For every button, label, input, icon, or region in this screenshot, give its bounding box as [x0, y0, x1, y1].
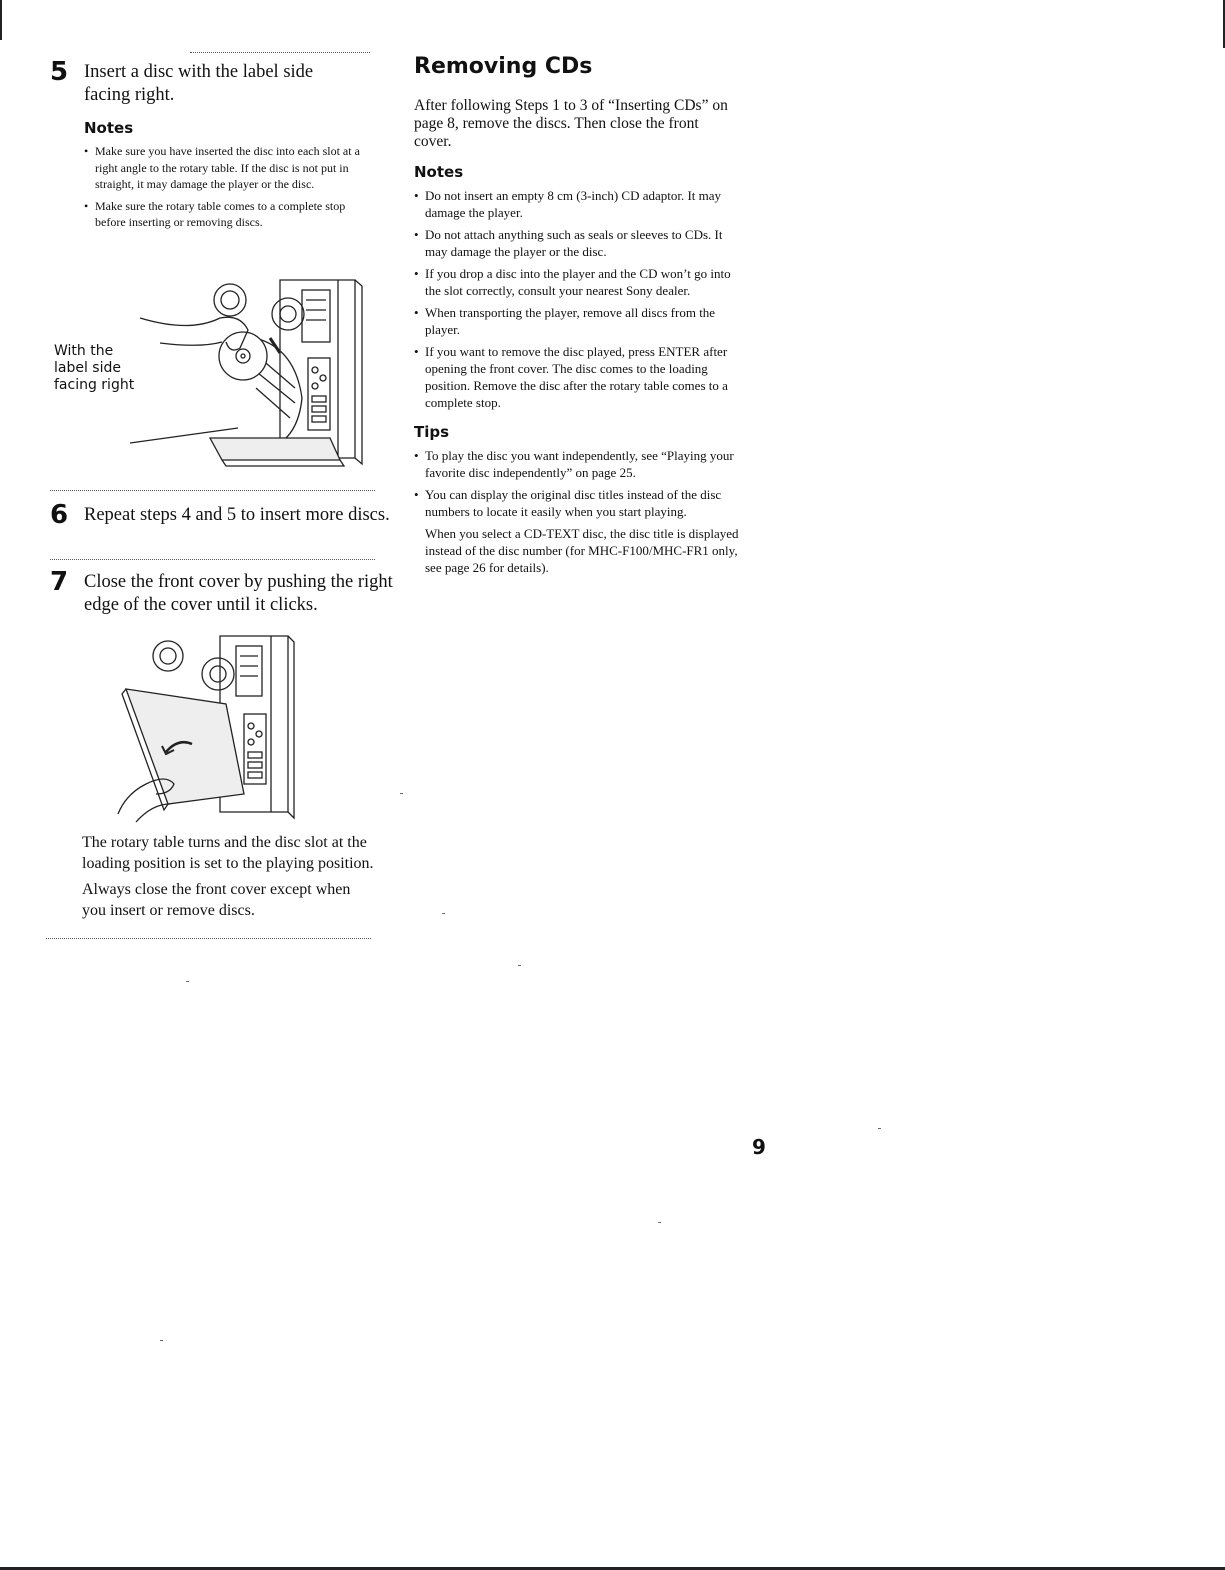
notes-list: [84, 143, 369, 231]
step-number: 6: [50, 500, 69, 530]
note-item: • Do not attach anything such as seals or sleeves to CDs. It may damage the player or the disc.: [414, 226, 734, 260]
note-item: • Do not insert an empty 8 cm (3-inch) CD adaptor. It may damage the player.: [414, 187, 734, 221]
scan-speck: [442, 913, 445, 914]
note-item: • If you want to remove the disc played, press ENTER after opening the front cover. The disc comes to the loading position. Remove the disc after the rotary table comes to a complete stop.: [414, 343, 734, 411]
step-7: [50, 567, 409, 617]
step-6: [50, 500, 409, 530]
insert-disc-illustration: [130, 278, 375, 468]
scan-speck: [186, 981, 189, 982]
figure-caption-line: label side: [54, 360, 121, 376]
scan-speck: [518, 965, 521, 966]
step-number: 5: [50, 57, 69, 87]
tips-list: [414, 447, 734, 520]
section-title: Removing CDs: [414, 54, 593, 79]
paragraph: The rotary table turns and the disc slot at the loading position is set to the playing position.: [82, 834, 374, 872]
notes-heading: Notes: [84, 119, 134, 137]
closing-notes: [82, 832, 378, 921]
note-item: • Make sure the rotary table comes to a complete stop before inserting or removing discs.: [84, 198, 369, 231]
page-number: 9: [752, 1135, 766, 1159]
scan-speck: [658, 1222, 661, 1223]
note-item: • When transporting the player, remove all discs from the player.: [414, 304, 734, 338]
paragraph: Always close the front cover except when you insert or remove discs.: [82, 881, 351, 919]
step-number: 7: [50, 567, 69, 597]
step-5: [50, 57, 375, 231]
intro-paragraph: After following Steps 1 to 3 of “Inserting CDs” on page 8, remove the discs. Then close the front cover.: [414, 97, 728, 150]
tips-heading: Tips: [414, 423, 450, 441]
close-cover-illustration: [116, 634, 316, 824]
scan-speck: [878, 1128, 881, 1129]
figure-caption: [54, 343, 134, 394]
note-item: • If you drop a disc into the player and the CD won’t go into the slot correctly, consult your nearest Sony dealer.: [414, 265, 734, 299]
figure-caption-line: With the: [54, 343, 114, 359]
scan-speck: [160, 1340, 163, 1341]
tip-extra: When you select a CD-TEXT disc, the disc title is displayed instead of the disc number (for MHC-F100/MHC-FR1 only, see page 26 for details).: [425, 526, 739, 575]
divider: [50, 490, 375, 491]
figure-caption-line: facing right: [54, 377, 135, 393]
step-text: Insert a disc with the label side facing right.: [84, 62, 314, 105]
divider: [190, 52, 370, 53]
step-text: Close the front cover by pushing the right edge of the cover until it clicks.: [84, 572, 393, 615]
divider: [46, 938, 371, 939]
step-text: Repeat steps 4 and 5 to insert more discs.: [84, 505, 390, 525]
scan-edge-left: [0, 0, 2, 40]
notes-list: [414, 187, 734, 411]
notes-heading: Notes: [414, 163, 464, 181]
tip-item: • To play the disc you want independently, see “Playing your favorite disc independently” on page 25.: [414, 447, 734, 481]
tip-item: • You can display the original disc titles instead of the disc numbers to locate it easily when you start playing.: [414, 486, 734, 520]
left-column: [50, 56, 393, 919]
right-column: [414, 54, 744, 576]
scan-speck: [400, 793, 403, 794]
note-item: • Make sure you have inserted the disc into each slot at a right angle to the rotary table. If the disc is not put in straight, it may damage the player or the disc.: [84, 143, 369, 193]
divider: [50, 559, 375, 560]
